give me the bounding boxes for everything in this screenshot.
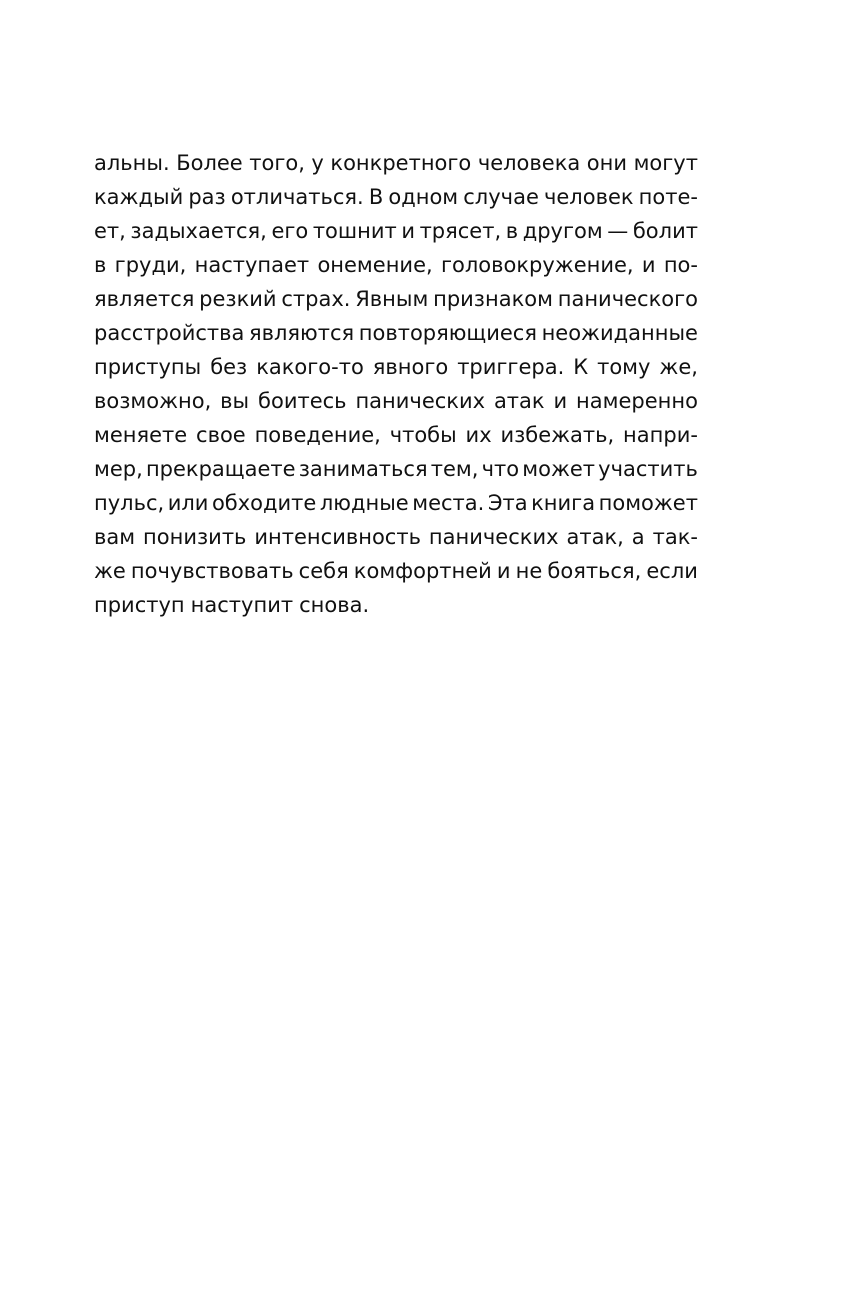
word: атак	[493, 389, 545, 413]
word: каждый	[94, 185, 184, 209]
word: груди,	[114, 253, 187, 277]
word: и	[641, 253, 656, 277]
word: мер,	[94, 457, 143, 481]
text-line	[94, 486, 698, 520]
word: расстройства	[94, 321, 245, 345]
word: триггера.	[457, 355, 565, 379]
word: приступы	[94, 355, 202, 379]
word: вам	[94, 525, 136, 549]
word: одном	[388, 185, 459, 209]
word: отличаться.	[230, 185, 364, 209]
word: напри-	[623, 423, 698, 447]
word: почувствовать	[130, 559, 294, 583]
word: болит	[632, 219, 698, 243]
word: комфортней	[353, 559, 492, 583]
word: по-	[663, 253, 698, 277]
word: обходите	[211, 491, 317, 515]
word: интенсивность	[254, 525, 421, 549]
word: Явным	[355, 287, 429, 311]
word: альны.	[94, 151, 170, 175]
word: страх.	[281, 287, 351, 311]
word: свое	[196, 423, 246, 447]
word: людные	[319, 491, 409, 515]
word: его	[271, 219, 309, 243]
text-line	[94, 520, 698, 554]
word: являются	[248, 321, 355, 345]
word: онемение,	[317, 253, 433, 277]
word: человека	[477, 151, 581, 175]
word: если	[646, 559, 698, 583]
word: без	[210, 355, 248, 379]
word: является	[94, 287, 195, 311]
word: вы	[220, 389, 250, 413]
word: возможно,	[94, 389, 212, 413]
word: чтобы	[389, 423, 457, 447]
word: намеренно	[576, 389, 698, 413]
word: так-	[652, 525, 698, 549]
word: может	[522, 457, 596, 481]
text-line	[94, 384, 698, 418]
word: панических	[355, 389, 486, 413]
word: же,	[659, 355, 698, 379]
word: человек	[543, 185, 634, 209]
word: понизить	[143, 525, 247, 549]
word: резкий	[199, 287, 277, 311]
word: панических	[428, 525, 559, 549]
text-line	[94, 146, 698, 180]
word: они	[586, 151, 628, 175]
word: другом	[522, 219, 603, 243]
text-line	[94, 214, 698, 248]
body-text	[94, 146, 698, 622]
text-line	[94, 350, 698, 384]
text-line	[94, 554, 698, 588]
word: места.	[412, 491, 485, 515]
word: К	[573, 355, 589, 379]
word: панического	[557, 287, 698, 311]
word: В	[368, 185, 384, 209]
word: меняете	[94, 423, 188, 447]
word: повторяющиеся	[358, 321, 537, 345]
word: поможет	[598, 491, 698, 515]
word: поведение,	[254, 423, 381, 447]
word: или	[167, 491, 209, 515]
word: не	[515, 559, 543, 583]
text-line	[94, 588, 698, 622]
word: атак,	[566, 525, 624, 549]
word: прекращаете	[145, 457, 296, 481]
word: наступает	[194, 253, 310, 277]
word: бояться,	[547, 559, 642, 583]
word: наступит	[190, 593, 294, 617]
word: того,	[249, 151, 305, 175]
word: заниматься	[298, 457, 428, 481]
word: в	[505, 219, 519, 243]
word: поте-	[638, 185, 698, 209]
word: участить	[598, 457, 698, 481]
word: Более	[176, 151, 243, 175]
word: могут	[633, 151, 698, 175]
word: Эта	[487, 491, 528, 515]
text-line	[94, 180, 698, 214]
word: избежать,	[500, 423, 615, 447]
word: тошнит	[312, 219, 397, 243]
word: и	[553, 389, 568, 413]
word: в	[94, 253, 107, 277]
text-line	[94, 316, 698, 350]
word: их	[465, 423, 492, 447]
word: и	[496, 559, 511, 583]
word: задыхается,	[130, 219, 267, 243]
word: пульс,	[94, 491, 165, 515]
text-line	[94, 248, 698, 282]
word: снова.	[299, 593, 370, 617]
word: тем,	[430, 457, 479, 481]
word: и	[401, 219, 415, 243]
word: —	[607, 219, 629, 243]
word: а	[631, 525, 645, 549]
word: признаком	[433, 287, 553, 311]
word: случае	[463, 185, 539, 209]
word: боитесь	[258, 389, 347, 413]
word: тому	[597, 355, 651, 379]
word: какого-то	[256, 355, 364, 379]
word: конкретного	[330, 151, 472, 175]
word: у	[311, 151, 324, 175]
word: приступ	[94, 593, 185, 617]
word: явного	[372, 355, 449, 379]
word: же	[94, 559, 126, 583]
word: неожиданные	[541, 321, 698, 345]
word: раз	[188, 185, 226, 209]
text-line	[94, 418, 698, 452]
text-line	[94, 282, 698, 316]
word: трясет,	[419, 219, 502, 243]
word: книга	[531, 491, 596, 515]
text-line	[94, 452, 698, 486]
word: что	[481, 457, 520, 481]
word: ет,	[94, 219, 126, 243]
word: головокружение,	[440, 253, 634, 277]
word: себя	[298, 559, 349, 583]
